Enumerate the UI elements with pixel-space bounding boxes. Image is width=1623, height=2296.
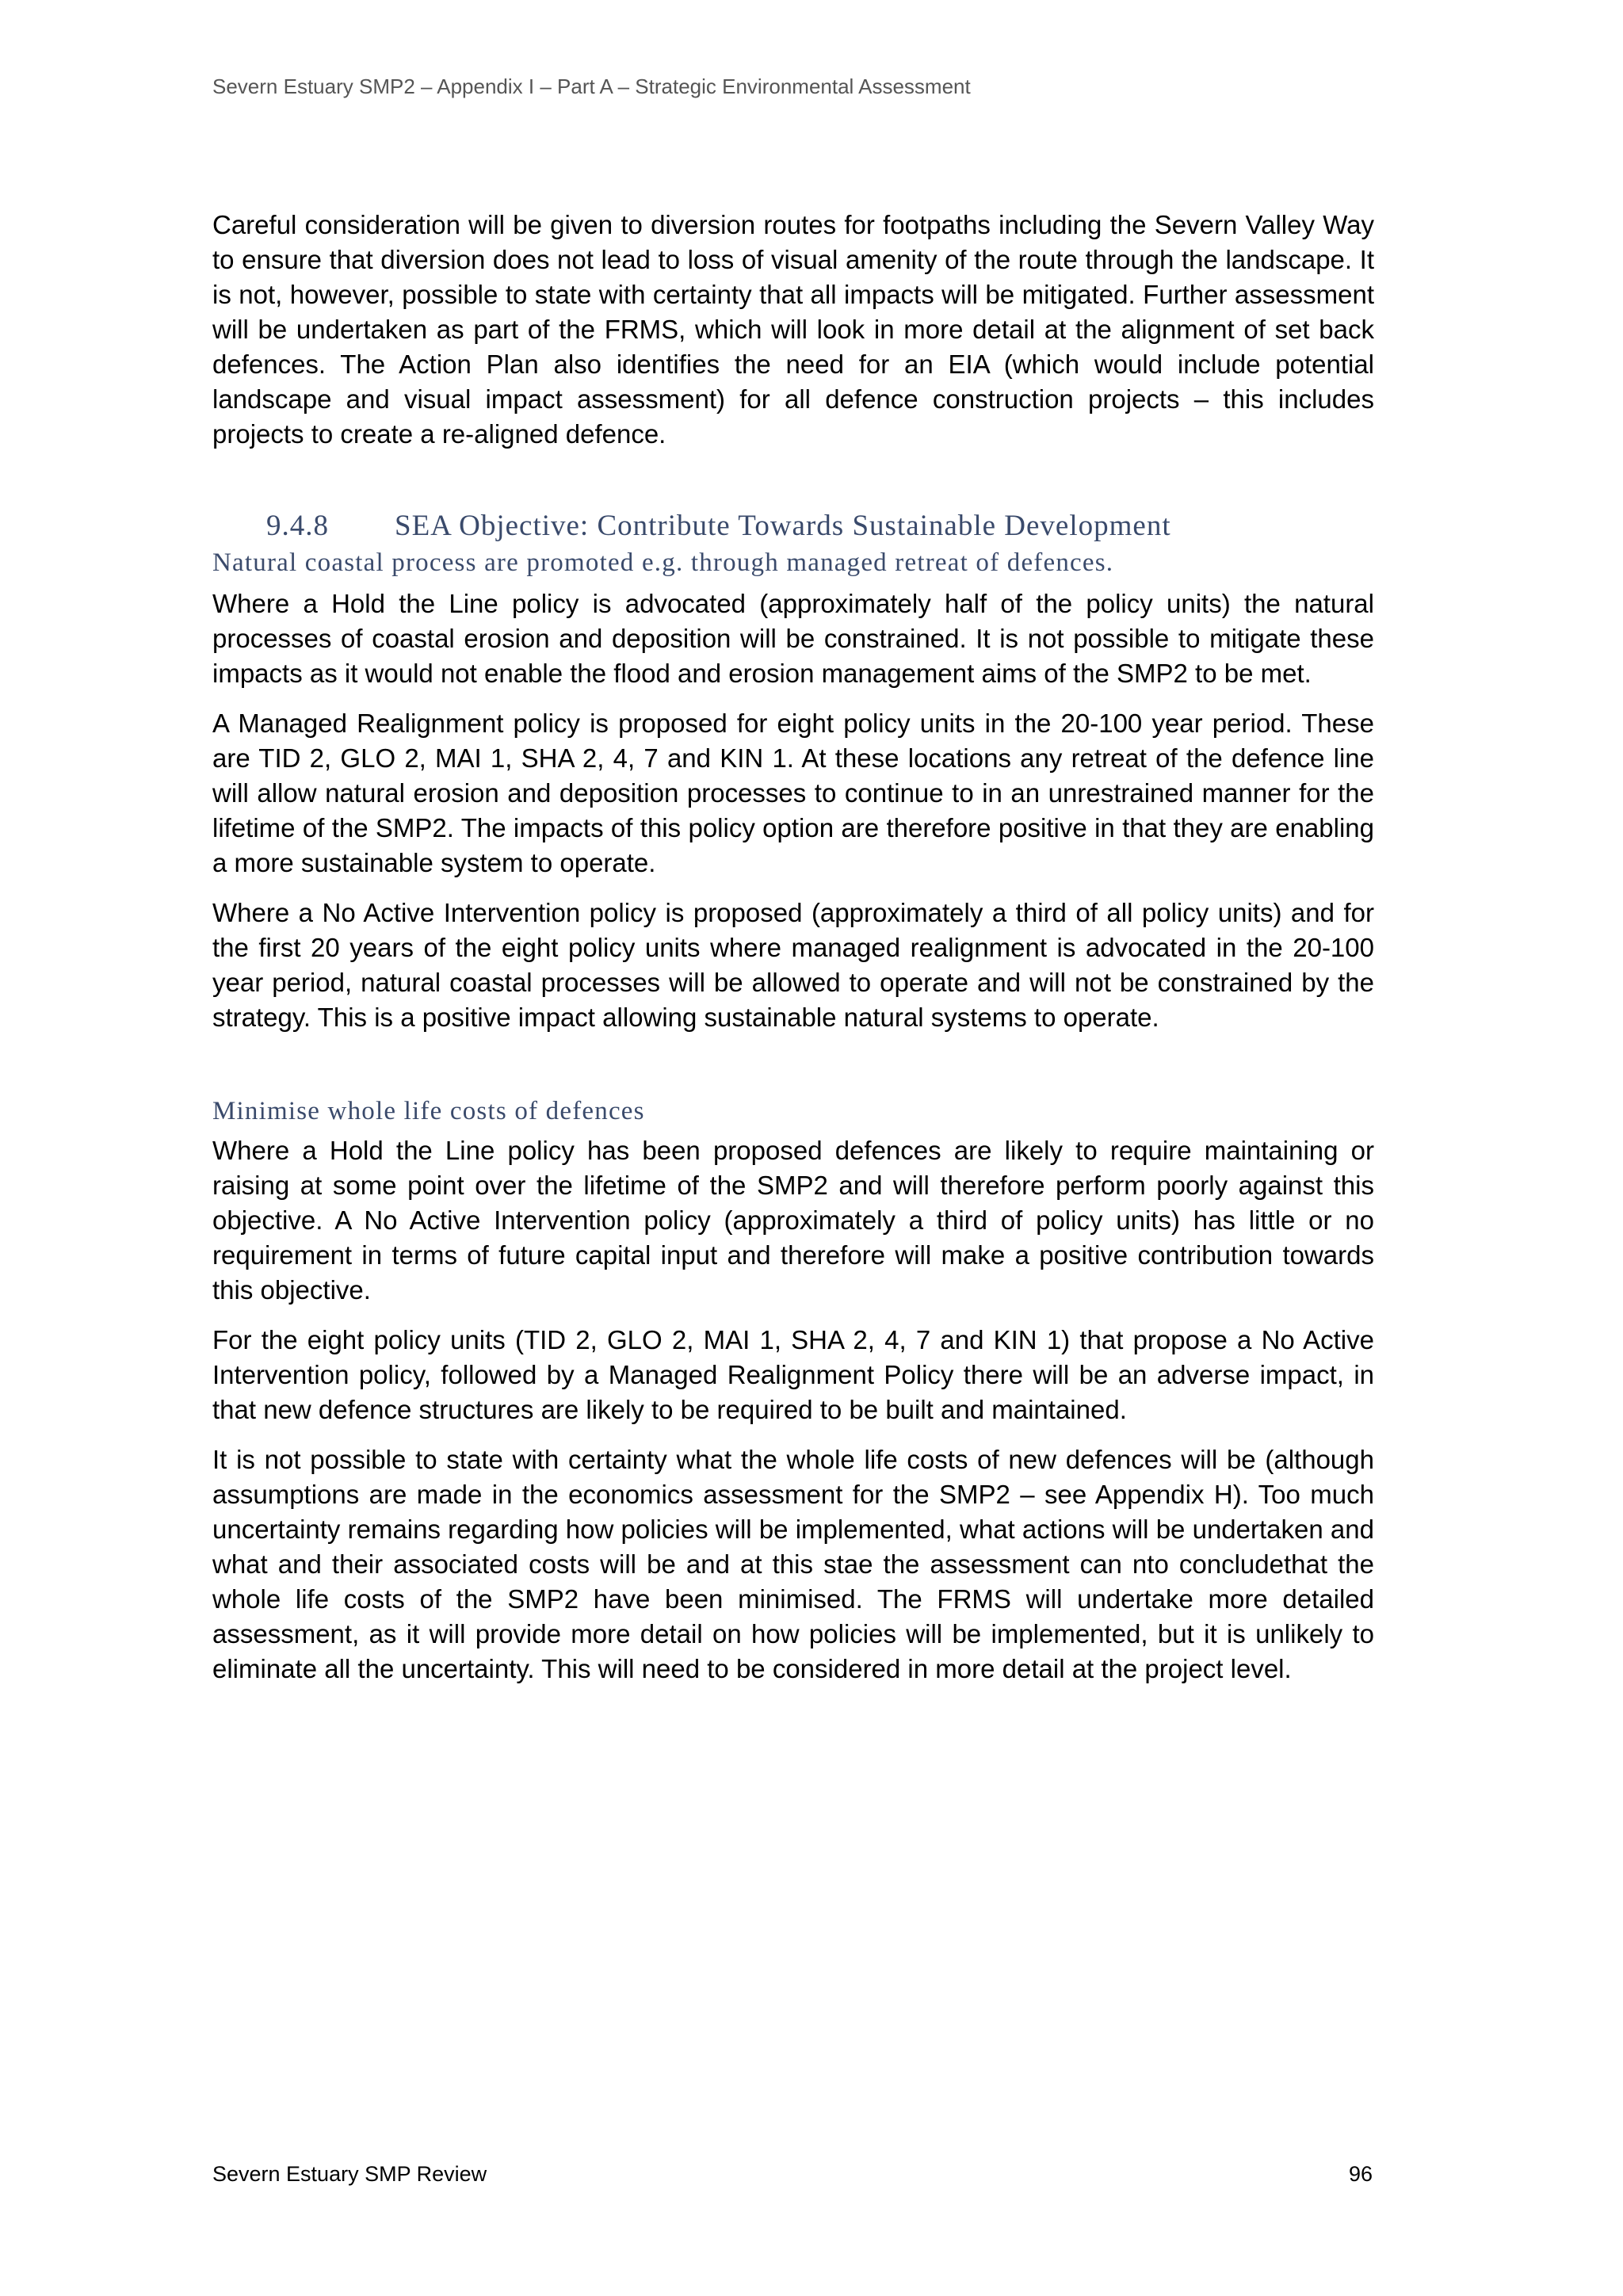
paragraph: A Managed Realignment policy is proposed for eight policy units in the 20-100 year period. These are TID 2, GLO 2, MAI 1, SHA 2, 4, 7 and KIN 1. At these locations any retreat of the defence line will allow natural erosion and deposition processes to continue to in an unrestrained manner for the lifetime of the SMP2. The impacts of this policy option are therefore positive in that they are enabling a more sustainable system to operate.	[212, 709, 1374, 877]
paragraph: Where a Hold the Line policy is advocated (approximately half of the policy units) the natural processes of coastal erosion and deposition will be constrained. It is not possible to mitigate these impacts as it would not enable the flood and erosion management aims of the SMP2 to be met.	[212, 589, 1374, 688]
page-content	[212, 208, 1374, 1702]
subsection-heading-natural-processes: Natural coastal process are promoted e.g. through managed retreat of defences.	[212, 548, 1114, 577]
paragraph: Where a Hold the Line policy has been proposed defences are likely to require maintaining or raising at some point over the lifetime of the SMP2 and will therefore perform poorly against this objective. A No Active Intervention policy (approximately a third of policy units) has little or no requirement in terms of future capital input and therefore will make a positive contribution towards this objective.	[212, 1136, 1374, 1305]
section-number: 9.4.8	[266, 510, 329, 542]
footer-page-number: 96	[1348, 2162, 1373, 2186]
running-header: Severn Estuary SMP2 – Appendix I – Part A – Strategic Environmental Assessment	[212, 74, 971, 98]
section-title: SEA Objective: Contribute Towards Sustainable Development	[395, 510, 1171, 542]
subsection-heading-whole-life-costs: Minimise whole life costs of defences	[212, 1097, 645, 1125]
paragraph: It is not possible to state with certainty what the whole life costs of new defences will be (although assumptions are made in the economics assessment for the SMP2 – see Appendix H). Too much uncertainty remains regarding how policies will be implemented, what actions will be undertaken and what and their associated costs will be and at this stae the assessment can nto concludethat the whole life costs of the SMP2 have been minimised. The FRMS will undertake more detailed assessment, as it will provide more detail on how policies will be implemented, but it is unlikely to eliminate all the uncertainty. This will need to be considered in more detail at the project level.	[212, 1445, 1374, 1683]
footer-document-title: Severn Estuary SMP Review	[212, 2162, 487, 2186]
paragraph: Where a No Active Intervention policy is proposed (approximately a third of all policy units) and for the first 20 years of the eight policy units where managed realignment is advocated in the 20-100 year period, natural coastal processes will be allowed to operate and will not be constrained by the strategy. This is a positive impact allowing sustainable natural systems to operate.	[212, 898, 1374, 1032]
section-heading	[212, 507, 1374, 545]
paragraph: For the eight policy units (TID 2, GLO 2, MAI 1, SHA 2, 4, 7 and KIN 1) that propose a No Active Intervention policy, followed by a Managed Realignment Policy there will be an adverse impact, in that new defence structures are likely to be required to be built and maintained.	[212, 1325, 1374, 1424]
intro-paragraph: Careful consideration will be given to diversion routes for footpaths including the Severn Valley Way to ensure that diversion does not lead to loss of visual amenity of the route through the landscape. It is not, however, possible to state with certainty that all impacts will be mitigated. Further assessment will be undertaken as part of the FRMS, which will look in more detail at the alignment of set back defences. The Action Plan also identifies the need for an EIA (which would include potential landscape and visual impact assessment) for all defence construction projects – this includes projects to create a re-aligned defence.	[212, 210, 1374, 449]
